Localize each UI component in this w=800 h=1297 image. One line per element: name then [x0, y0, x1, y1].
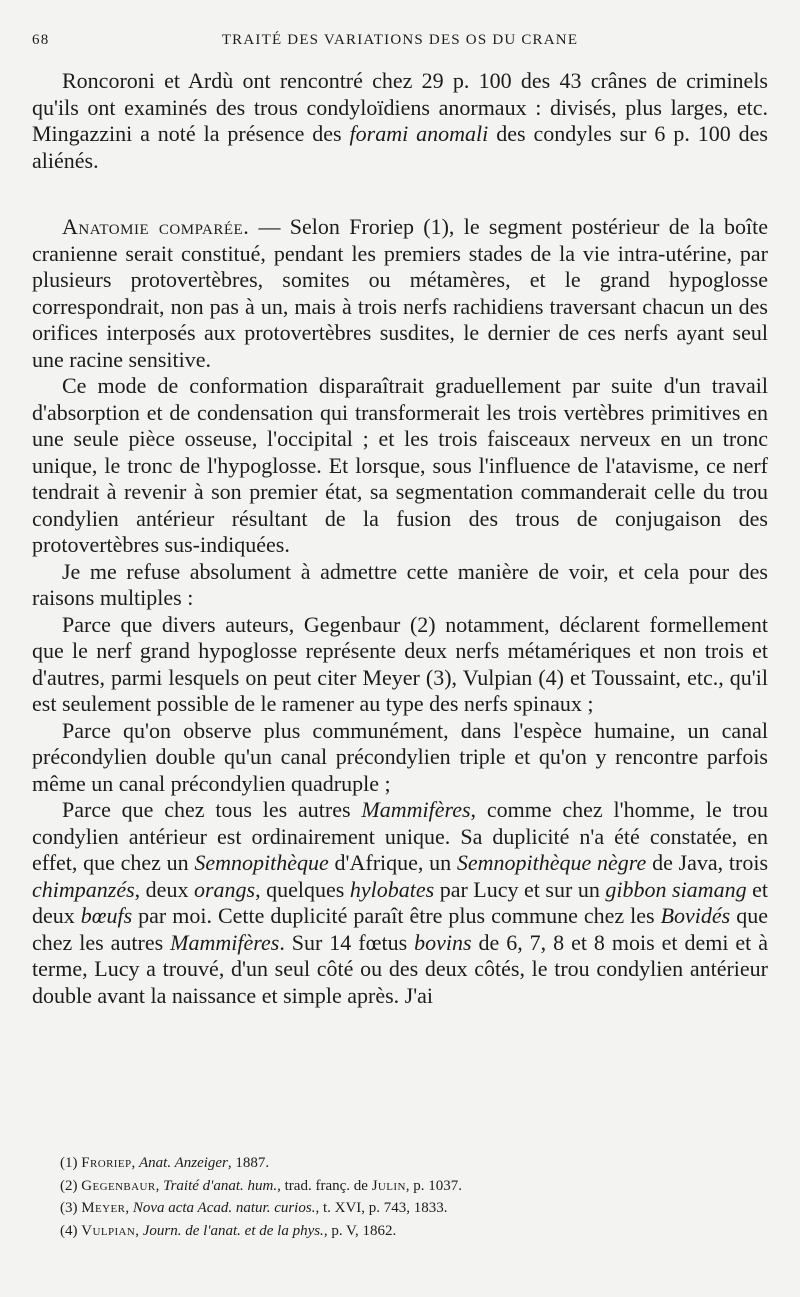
footnote: (1) Froriep, Anat. Anzeiger, 1887.	[60, 1155, 270, 1171]
footnotes	[60, 1152, 760, 1242]
paragraph-reason-human: Parce qu'on observe plus communément, dans l'espèce humaine, un canal précondylien double qu'un canal précondylien triple et qu'on y rencontre parfois même un canal précondylien quadruple ;	[32, 717, 768, 796]
paragraph-reason-mammals: Parce que chez tous les autres Mammifères, comme chez l'homme, le trou condylien antérieur est ordinairement unique. Sa duplicité n'a été constatée, en effet, que chez un Semnopithèque d'Afrique, un Semnopithèque nègre de Java, trois chimpanzés, deux orangs, quelques hylobates par Lucy et sur un gibbon siamang et deux bœufs par moi. Cette duplicité paraît être plus commune chez les Bovidés que chez les autres Mammifères. Sur 14 fœtus bovins de 6, 7, 8 et 8 mois et demi et à terme, Lucy a trouvé, d'un seul côté ou des deux côtés, le trou condylien antérieur double avant la naissance et simple après. J'ai	[32, 797, 769, 1008]
paragraph-conformation: Ce mode de conformation disparaîtrait graduellement par suite d'un travail d'absorption et de condensation qui transformerait les trois vertèbres primitives en une seule pièce osseuse, l'occipital ; et les trois faisceaux nerveux en un tronc unique, le tronc de l'hypoglosse. Et lorsque, sous l'influence de l'atavisme, ce nerf tendrait à revenir à son premier état, sa segmentation commanderait celle du trou condylien antérieur résultant de la fusion des trous de conjugaison des protovertèbres sus-indiquées.	[32, 373, 768, 557]
running-title: TRAITÉ DES VARIATIONS DES OS DU CRANE	[221, 32, 579, 48]
footnote: (3) Meyer, Nova acta Acad. natur. curios., t. XVI, p. 743, 1833.	[60, 1200, 448, 1216]
emphasis-forami-anomali: forami anomali	[349, 121, 489, 146]
paragraph-reason-authors: Parce que divers auteurs, Gegenbaur (2) notamment, déclarent formellement que le nerf grand hypoglosse représente deux nerfs métamériques et non trois et d'autres, parmi lesquels on peut citer Meyer (3), Vulpian (4) et Toussaint, etc., qu'il est seulement possible de le ramener au type des nerfs spinaux ;	[32, 611, 768, 716]
running-header	[32, 32, 768, 56]
footnote: (2) Gegenbaur, Traité d'anat. hum., trad. franç. de Julin, p. 1037.	[60, 1177, 463, 1194]
section-heading: Anatomie comparée.	[62, 214, 250, 239]
page-number: 68	[32, 32, 50, 48]
main-text	[32, 68, 768, 1009]
footnote: (4) Vulpian, Journ. de l'anat. et de la phys., p. V, 1862.	[60, 1222, 397, 1239]
paragraph-criminals: Roncoroni et Ardù ont rencontré chez 29 p. 100 des 43 crânes de criminels qu'ils ont examinés des trous condyloïdiens anormaux : divisés, plus larges, etc. Mingazzini a noté la présence des forami anomali des condyles sur 6 p. 100 des aliénés.	[32, 68, 768, 173]
paragraph-comparative-anatomy: Anatomie comparée. — Selon Froriep (1), le segment postérieur de la boîte cranienne serait constitué, pendant les premiers stades de la vie intra-utérine, par plusieurs protovertèbres, somites ou métamères, et le grand hypoglosse correspondrait, non pas à un, mais à trois nerfs rachidiens traversant chacun un des orifices interposés aux protovertèbres susdites, le dernier de ces nerfs ayant seul une racine sensitive.	[32, 214, 768, 372]
paragraph-refusal: Je me refuse absolument à admettre cette manière de voir, et cela pour des raisons multiples :	[32, 558, 768, 610]
